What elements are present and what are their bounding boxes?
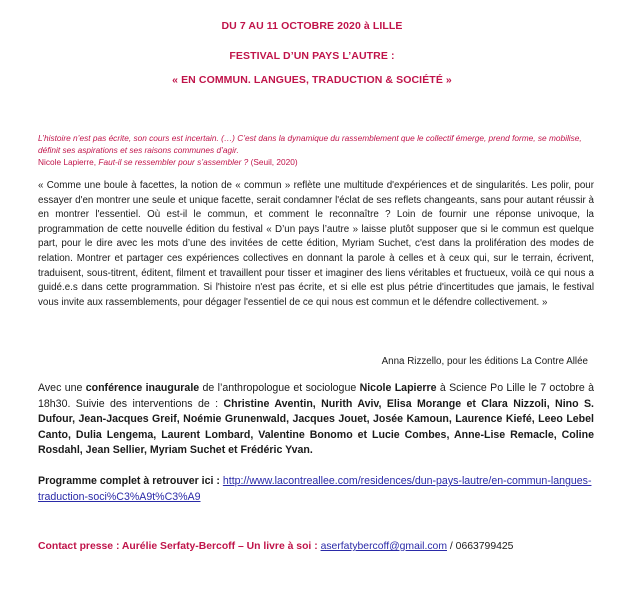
contact-email-link[interactable]: aserfatybercoff@gmail.com <box>320 541 447 552</box>
conference-text-3: à Science Po Lille le 7 octobre à 18h30. Suivie des interventions de : <box>38 382 594 410</box>
epigraph-attribution <box>38 156 598 168</box>
editorial-quote: « Comme une boule à facettes, la notion de « commun » reflète une multitude d'expériences et de singularités. Les polir, pour essayer d'en montrer une seule et unique facette, serait condamner l'éclat de ses reflets changeants, sans pour autant réussir à en montrer l'essentiel. Où est-il le commun, et comment le reconnaître ? Loin de fournir une réponse univoque, la programmation de cette nouvelle édition du festival « D’un pays l’autre » laisse plutôt supposer que si le commun est quelque part, pour le dire avec les mots d’une des invitées de cette édition, Myriam Suchet, c'est dans la prolifération des modes de relation. Montrer et partager ces expériences collectives en donnant la parole à celles et à ceux qui, sur le terrain, écrivent, traduisent, sous-titrent, éditent, filment et travaillent pour tisser et imaginer des liens véritables et fructueux, voilà ce qui nous a guidé.e.s dans cette programmation. Si l'histoire n'est pas écrite, et si elle est plus pétrie d'incertitudes que jamais, le festival vous invite aux rassemblements, pour dégager l'essentiel de ce qui nous est commun et le défendre collectivement. » <box>38 180 594 308</box>
contact-phone: / 0663799425 <box>447 541 514 552</box>
conference-guests-list: Christine Aventin, Nurith Aviv, Elisa Morange et Clara Nizzoli, Nino S. Dufour, Jean-Jacques Greif, Noémie Grunenwald, Jacques Jouet, Josée Kamoun, Laurence Kiefé, Leeo Lebel Canto, Dulia Lengema, Laurent Lombard, Valentine Bonomo et Lucie Combes, Anne-Lise Remacle, Coline Rosdahl, Jean Sellier, Myriam Suchet et Frédéric Yvan. <box>38 397 594 457</box>
conference-text-2: de l’anthropologue et sociologue <box>199 382 360 394</box>
contact-label: Contact presse : Aurélie Serfaty-Bercoff – Un livre à soi : <box>38 541 318 552</box>
programme-link[interactable]: http://www.lacontreallee.com/residences/dun-pays-lautre/en-commun-langues-traduction-soci%C3%A9t%C3%A9 <box>38 475 592 503</box>
conference-speaker-name: Nicole Lapierre <box>359 382 437 394</box>
festival-theme-heading: « EN COMMUN. LANGUES, TRADUCTION & SOCIÉTÉ » <box>172 74 452 86</box>
programme-label: Programme complet à retrouver ici : <box>38 475 220 487</box>
epigraph-author: Nicole Lapierre, <box>38 157 97 167</box>
festival-title-heading: FESTIVAL D’UN PAYS L’AUTRE : <box>229 50 395 62</box>
epigraph-book-title: Faut-il se ressembler pour s’assembler ? <box>98 157 249 167</box>
conference-text-1: Avec une <box>38 382 86 394</box>
press-contact <box>38 541 598 552</box>
conference-keynote-label: conférence inaugurale <box>85 382 200 394</box>
event-dates-heading: DU 7 AU 11 OCTOBRE 2020 à LILLE <box>221 20 403 32</box>
quote-signature: Anna Rizzello, pour les éditions La Contre Allée <box>381 356 588 367</box>
epigraph-publisher: (Seuil, 2020) <box>250 157 298 167</box>
epigraph <box>38 132 598 168</box>
programme-paragraph <box>38 474 594 505</box>
epigraph-quote: L’histoire n’est pas écrite, son cours est incertain. (…) C’est dans la dynamique du rassemblement que le collectif émerge, prend forme, se mobilise, définit ses aspirations et ses raisons communes d’agir. <box>38 133 582 155</box>
conference-paragraph <box>38 381 594 459</box>
